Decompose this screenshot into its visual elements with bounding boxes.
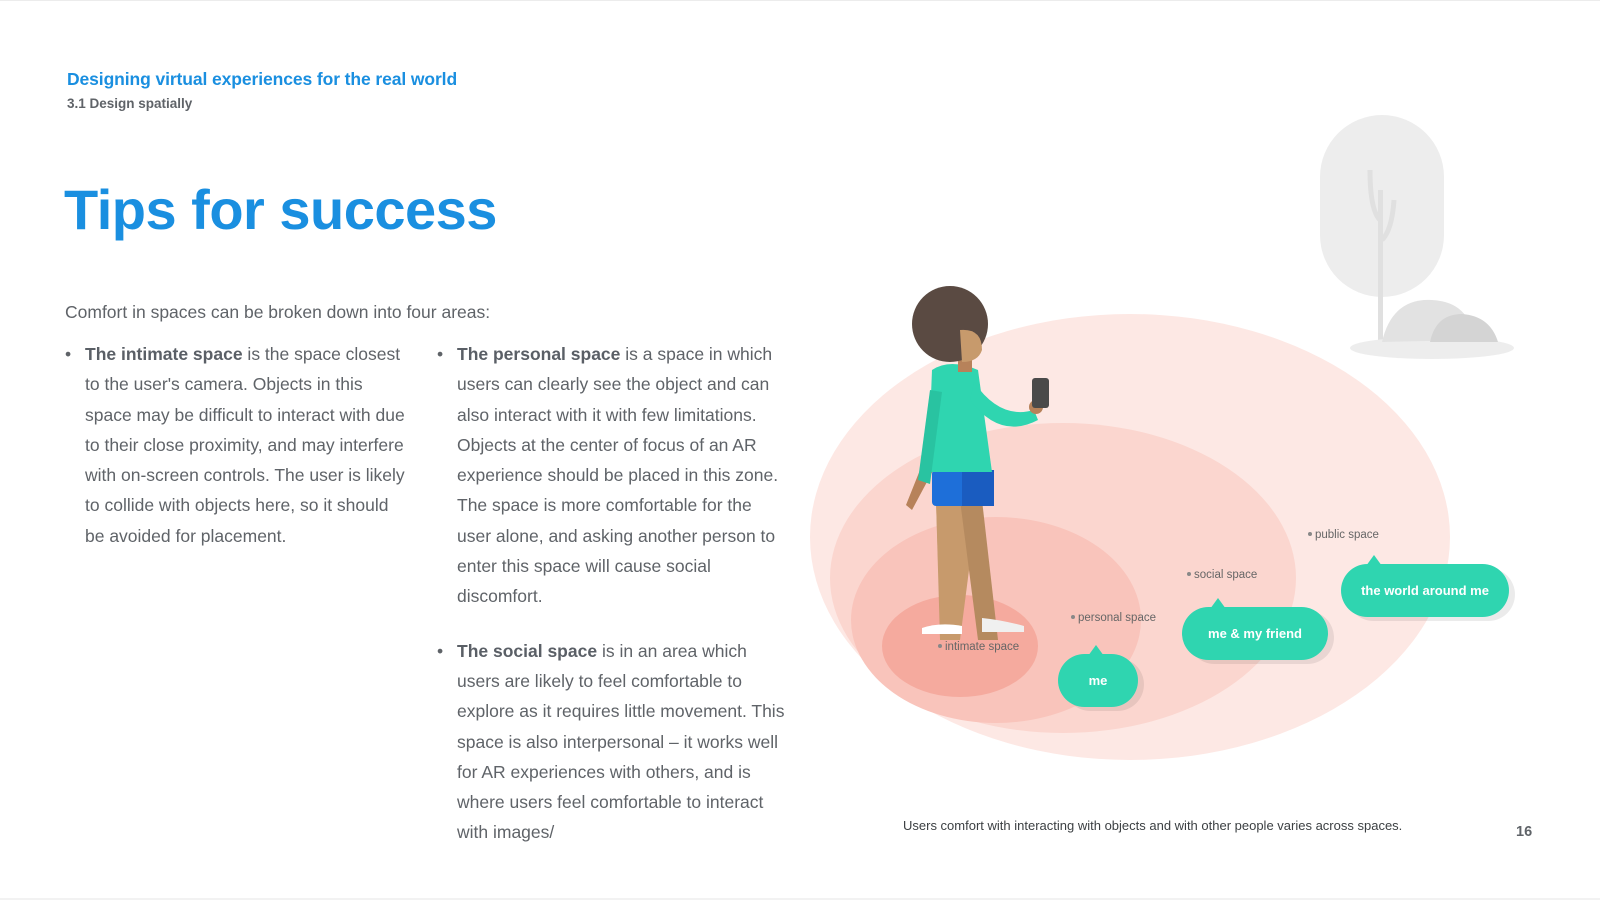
- bullet-text: is in an area which users are likely to feel comfortable to explore as it requires little movement. This space is also interpersonal – it works well for AR experiences with others, and is where users feel comfortable to interact with images/: [457, 640, 785, 843]
- right-column: [437, 339, 787, 848]
- figure-caption: Users comfort with interacting with objects and with other people varies across spaces.: [903, 818, 1403, 833]
- left-column: [65, 339, 405, 551]
- bullet-term: The personal space: [457, 344, 621, 364]
- bubble-friend-label: me & my friend: [1208, 626, 1302, 641]
- page-title: Tips for success: [64, 178, 497, 241]
- bullet-text: is the space closest to the user's camera. Objects in this space may be difficult to interact with due to their close proximity, and may interfere with on-screen controls. The user is likely to collide with objects here, so it should be avoided for placement.: [85, 344, 405, 546]
- bullet-personal-space: [437, 339, 787, 612]
- label-intimate-space: intimate space: [945, 641, 1020, 653]
- label-public-space: public space: [1315, 529, 1379, 541]
- bullet-term: The intimate space: [85, 344, 243, 364]
- zone-label-intimate: [938, 641, 1019, 653]
- bullet-text: is a space in which users can clearly see the object and can also interact with it with few limitations. Objects at the center of focus of an AR experience should be placed in this zone. The space is more comfortable for the user alone, and asking another person to enter this space will cause social discomfort.: [457, 344, 779, 607]
- zone-label-personal: [1071, 612, 1156, 624]
- bubble-me-label: me: [1088, 673, 1108, 688]
- section-subtitle: 3.1 Design spatially: [67, 96, 193, 111]
- zone-label-social: [1187, 569, 1257, 581]
- document-title: Designing virtual experiences for the real world: [67, 69, 458, 89]
- bullet-intimate-space: [65, 339, 405, 551]
- intro-text: Comfort in spaces can be broken down into four areas:: [65, 302, 491, 322]
- label-personal-space: personal space: [1078, 612, 1156, 624]
- bullet-term: The social space: [457, 640, 598, 661]
- label-social-space: social space: [1194, 569, 1258, 581]
- zone-label-public: [1308, 529, 1379, 541]
- rock-icon: [1350, 300, 1514, 359]
- top-rule: [0, 0, 1600, 1]
- bullet-social-space: [437, 636, 787, 848]
- bubble-the-world-around-me: [1341, 555, 1515, 621]
- proxemics-illustration: [810, 100, 1550, 780]
- page-number: 16: [1516, 824, 1533, 840]
- bubble-world-label: the world around me: [1361, 583, 1489, 598]
